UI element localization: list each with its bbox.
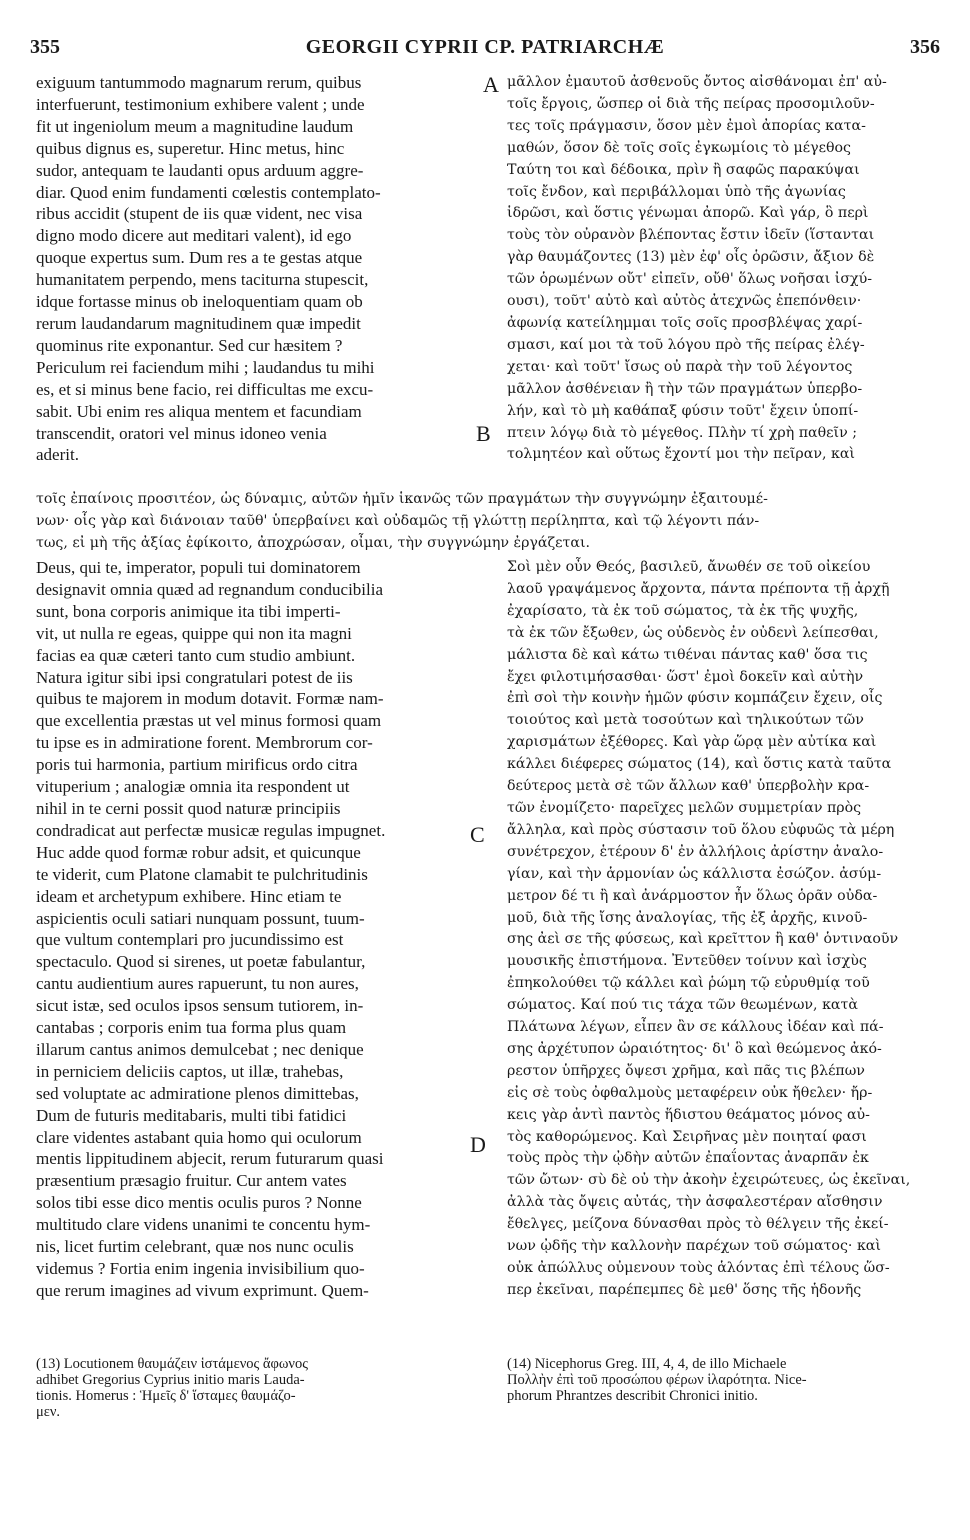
text-line: λαοῦ γραψάμενος ἄρχοντα, πάντα πρέποντα τῇ ἀρχῇ: [507, 580, 890, 597]
text-line: te viderit, cum Platone clamabit te pulchritudinis: [36, 864, 368, 884]
text-line: τὸς καθορώμενος. Καὶ Σειρῆνας μὲν ποιηταί φασι: [507, 1128, 867, 1145]
text-line: σώματος. Καί πού τις τάχα τῶν θεωμένων, κατὰ: [507, 997, 858, 1014]
text-line: τῶν ὤτων· σὺ δὲ οὐ τὴν ἀκοὴν ἐχειρώτευες, ὡς ἐκεῖναι,: [507, 1172, 911, 1189]
text-line: videmus ? Fortia enim ingenia invisibilium quo-: [36, 1259, 365, 1278]
greek-column-top: [507, 72, 943, 466]
footnote-left: [36, 1356, 476, 1420]
text-line: τῶν ἐνομίζετο· παρεῖχες μελῶν συμμετρίαν πρὸς: [507, 799, 862, 816]
text-line: clare videntes astabant quia homo qui oculorum: [36, 1127, 362, 1147]
text-line: in perniciem deliciis captos, ut illæ, trahebas,: [36, 1061, 344, 1081]
text-line: tionis. Homerus : Ἡμεῖς δ' ἵσταμες θαυμάζο-: [36, 1388, 296, 1404]
text-line: quibus te majorem in modum dotavit. Formæ nam-: [36, 689, 384, 709]
text-line: Deus, qui te, imperator, populi tui dominatorem: [36, 558, 361, 577]
text-line: σης ἀρχέτυπον ὡραιότητος· δι' ὃ καὶ θεώμενος ἀκό-: [507, 1040, 882, 1057]
text-line: γὰρ θαυμάζοντες (13) μὲν ἐφ' οἷς ὁρῶσιν, ἄξιον δὲ: [507, 249, 875, 266]
text-line: τοῖς ἔνδον, καὶ περιβάλλομαι ὑπὸ τῆς ἀγωνίας: [507, 183, 846, 200]
text-line: poris tui harmonia, partium mirificus ordo citra: [36, 755, 358, 775]
text-line: εἰς σὲ τοὺς ὀφθαλμοὺς μεταφέρειν οὐκ ἤθελεν· ἤρ-: [507, 1084, 873, 1101]
text-line: πτειν λόγῳ διὰ τὸ μέγεθος. Πλὴν τί χρὴ παθεῖν ;: [507, 424, 857, 441]
text-line: exiguum tantummodo magnarum rerum, quibus: [36, 73, 362, 92]
greek-wide-paragraph: [36, 488, 944, 554]
text-line: transcendit, oratori vel minus idoneo venia: [36, 423, 327, 443]
text-line: es, et si minus bene facio, rei difficultas me excu-: [36, 379, 374, 399]
text-line: sunt, bona corporis animique ita tibi imperti-: [36, 601, 341, 621]
text-line: ἱδρῶσι, καὶ ὅστις γένωμαι ἀπορῶ. Καὶ γάρ, ὃ περὶ: [507, 205, 869, 222]
text-line: κεις γὰρ ἀντὶ παντὸς ἥδιστου θεάματος μόνος αὐ-: [507, 1106, 870, 1123]
text-line: οὐκ ἀπώλλυς οὐμενουν τοὺς ἁλόντας ἐπὶ τέλους ὥσ-: [507, 1260, 890, 1276]
text-line: (13) Locutionem θαυμάζειν ἱστάμενος ἄφωνος: [36, 1356, 308, 1372]
text-line: τολμητέον καὶ οὕτως ἔχοντί μοι τὴν πεῖραν, καὶ: [507, 446, 855, 463]
text-line: que rerum imagines ad vivum exprimunt. Quem-: [36, 1280, 369, 1300]
text-line: que vultum contemplari pro jucundissimo est: [36, 930, 344, 950]
text-line: τες τοῖς πράγμασιν, ὅσον μὲν ἐμοὶ ἀπορίας κατα-: [507, 117, 866, 134]
text-line: λήν, καὶ τὸ μὴ καθάπαξ φύσιν τοῦτ' ἔχειν ὑποπί-: [507, 402, 859, 419]
text-line: ἄλληλα, καὶ πρὸς σύστασιν τοῦ ὅλου εὐφυῶς τὰ μέρη: [507, 821, 895, 838]
text-line: μαθών, ὅσον δὲ τοῖς σοῖς ἐγκωμίοις τὸ μέγεθος: [507, 139, 851, 156]
section-marker-b: B: [476, 421, 491, 446]
text-line: χαρισμάτων ἐξέθορες. Καὶ γὰρ ὥρᾳ μὲν αὐτίκα καὶ: [507, 734, 877, 751]
text-line: ἐχαρίσατο, τὰ ἐκ τοῦ σώματος, τὰ ἐκ τῆς ψυχῆς,: [507, 602, 859, 619]
text-line: ἔχει φιλοτιμήσασθαι· ὥστ' ἐμοὶ δοκεῖν καὶ αὐτὴν: [507, 668, 864, 685]
text-line: μᾶλλον ἐμαυτοῦ ἀσθενοῦς ὄντος αἰσθάνομαι ἐπ' αὐ-: [507, 74, 887, 90]
text-line: vituperium ; analogiæ omnia ita respondent ut: [36, 777, 350, 797]
text-line: τοιούτος καὶ μετὰ τοσούτων καὶ τηλικούτων τῶν: [507, 712, 864, 729]
text-line: σης ἀεὶ σε τῆς φύσεως, καὶ κρεῖττον ἢ καθ' ὁντιναοῦν: [507, 931, 899, 948]
text-line: τοῖς ἔργοις, ὥσπερ οἱ διὰ τῆς πείρας προσομιλοῦν-: [507, 95, 875, 112]
greek-column-bottom: [507, 557, 943, 1302]
latin-column-top: [36, 72, 476, 466]
text-line: ουσι), τοῦτ' αὐτὸ καὶ αὐτὸς ἀτεχνῶς ἐπεπόνθειν·: [507, 293, 862, 310]
text-line: vit, ut nulla re egeas, quippe qui non ita magni: [36, 623, 352, 643]
text-line: Huc adde quod formæ robur adsit, et quicunque: [36, 842, 361, 862]
text-line: τοὺς τὸν οὐρανὸν βλέποντας ἔστιν ἰδεῖν (ἵστανται: [507, 227, 875, 244]
text-line: νων ᾠδῆς τὴν καλλονὴν παρέχων τοῦ σώματος· καὶ: [507, 1238, 881, 1255]
text-line: multitudo clare videns unanimi te concentu hym-: [36, 1215, 371, 1235]
text-line: Periculum rei faciendum mihi ; laudandus tu mihi: [36, 357, 375, 377]
text-line: τὰ ἐκ τῶν ἔξωθεν, ὡς οὐδενὸς ἐν οὐδενὶ λείπεσθαι,: [507, 624, 879, 641]
text-line: (14) Nicephorus Greg. III, 4, 4, de illo Michaele: [507, 1356, 787, 1372]
section-marker-a: A: [483, 72, 499, 97]
text-line: cantabas ; corporis enim tua forma plus quam: [36, 1018, 347, 1038]
text-line: ἔθελγες, μείζονα δύνασθαι πρὸς τὸ θέλγειν τῆς ἐκεί-: [507, 1216, 889, 1233]
text-line: Σοὶ μὲν οὖν Θεός, βασιλεῦ, ἄνωθέν σε τοῦ οἰκείου: [507, 559, 871, 575]
text-line: περ ἐκεῖναι, παρέπεμπες δὲ μεθ' ὅσης τῆς ἡδονῆς: [507, 1281, 862, 1298]
text-line: sicut istæ, sed oculos ipsos sensum tutiorem, in-: [36, 996, 364, 1016]
text-line: νων· οἷς γὰρ καὶ διάνοιαν ταῦθ' ὑπερβαίνει καὶ οὐδαμῶς τῇ γλώττῃ περίληπτα, καὶ τῷ λέγοντι πάν-: [36, 513, 760, 529]
text-line: Πολλὴν ἐπὶ τοῦ προσώπου φέρων ἱλαρότητα. Nice-: [507, 1372, 807, 1388]
text-line: ἐπηκολούθει τῷ κάλλει καὶ ῥώμη τῷ εὐρυθμίᾳ τοῦ: [507, 975, 870, 992]
text-line: ἐπὶ σοὶ τὴν κοινὴν ἡμῶν φύσιν κομπάζειν ἔχειν, οἷς: [507, 690, 883, 707]
text-line: Πλάτωνα λέγων, εἶπεν ἂν σε κάλλους ἰδέαν καὶ πά-: [507, 1019, 884, 1036]
text-line: ἀφωνίᾳ κατείλημμαι τοῖς σοῖς προσβλέψας χαρί-: [507, 314, 863, 331]
text-line: digno modo dicere aut meditari valent), id ego: [36, 226, 352, 246]
text-line: aderit.: [36, 445, 79, 465]
text-line: idque fortasse minus ob ineloquentiam quam ob: [36, 292, 363, 312]
text-line: τῶν ὁρωμένων οὔτ' εἰπεῖν, οὔθ' ὅλως νοῆσαι ἰσχύ-: [507, 271, 873, 288]
text-line: diar. Quod enim fundamenti cœlestis contemplato-: [36, 182, 381, 202]
text-line: spectaculo. Quod si sirenes, ut poetæ fabulantur,: [36, 952, 366, 972]
text-line: rerum laudandarum magnitudinem quæ impedit: [36, 313, 361, 333]
text-line: præsentium præsagio fruitur. Cur antem vates: [36, 1171, 347, 1191]
text-line: sudor, antequam te laudanti opus arduum aggre-: [36, 160, 364, 180]
text-line: illarum cantus animos demulcebat ; nec denique: [36, 1039, 364, 1059]
text-line: humanitatem perpendo, mens taciturna stupescit,: [36, 270, 369, 290]
text-line: σμασι, καί μοι τὰ τοῦ λόγου πρὸ τῆς πείρας ἐλέγ-: [507, 336, 865, 353]
text-line: μοῦ, διὰ τῆς ἴσης ἀναλογίας, τῆς ἐξ ἀρχῆς, κινοῦ-: [507, 909, 868, 926]
text-line: mentis lippitudinem abjecit, rerum futurarum quasi: [36, 1149, 384, 1169]
text-line: μάλιστα δὲ καὶ κάτω τιθέναι πάντας καθ' ὅσα τις: [507, 646, 868, 663]
text-line: que excellentia præstas ut vel minus formosi quam: [36, 711, 382, 731]
text-line: δεύτερος μετὰ σὲ τῶν ἄλλων καθ' ὑπερβολὴν κρα-: [507, 778, 870, 795]
text-line: phorum Phrantzes describit Chronici initio.: [507, 1388, 758, 1404]
text-line: interfuerunt, testimonium exhibere valent ; unde: [36, 94, 365, 114]
text-line: cantu audientium aures rapuerunt, tu non aures,: [36, 974, 359, 994]
text-line: τοὺς πρὸς τὴν ᾠδὴν αὐτῶν ἐπαΐοντας ἀναρπᾶν ἐκ: [507, 1150, 869, 1167]
text-line: nihil in te cerni possit quod naturæ principiis: [36, 798, 341, 818]
text-line: sed voluptate ac admiratione plenos dimittebas,: [36, 1083, 359, 1103]
text-line: ribus accidit (stupent de iis quæ vident, nec visa: [36, 204, 363, 224]
text-line: nis, licet furtim celebrant, quæ nos nunc oculis: [36, 1237, 354, 1257]
text-line: μετρον δέ τι ἢ καὶ ἀνάρμοστον ἦν ὅλως ὁρᾶν οὐδα-: [507, 887, 878, 904]
text-line: κάλλει διέφερες σώματος (14), καὶ ὅστις κατὰ ταῦτα: [507, 756, 892, 773]
text-line: condradicat aut perfectæ musicæ regulas impugnet.: [36, 820, 386, 840]
text-line: quoque expertus sum. Dum res a te gestas atque: [36, 248, 363, 268]
text-line: solos tibi esse dico mentis oculis puros ? Nonne: [36, 1193, 362, 1213]
text-line: ρεστον ὑπῆρχες ὄψεσι χρῆμα, καὶ πᾶς τις βλέπων: [507, 1062, 865, 1079]
text-line: Dum de futuris meditabaris, multi tibi fatidici: [36, 1105, 347, 1125]
latin-column-bottom: [36, 557, 476, 1302]
text-line: facias ea quæ cæteri tanto cum studio ambiunt.: [36, 645, 356, 665]
page-number-right: 356: [910, 36, 940, 58]
text-line: τως, εἰ μὴ τῆς ἀξίας ἐφίκοιτο, ἀποχρώσαν, οἶμαι, τὴν συγγνώμην ἐργάζεται.: [36, 535, 591, 551]
text-line: sabit. Ubi enim res aliqua mentem et facundiam: [36, 401, 362, 421]
text-line: μᾶλλον ἀσθένειαν ἢ τὴν τῶν πραγμάτων ὑπερβο-: [507, 380, 863, 397]
text-line: ideam et archetypum exhibere. Hinc etiam te: [36, 886, 342, 906]
text-line: Ταύτη τοι καὶ δέδοικα, πρὶν ἢ σαφῶς παρακύψαι: [507, 161, 860, 178]
text-line: quibus dignus es, superetur. Hinc metus, hinc: [36, 138, 345, 158]
text-line: συνέτρεχον, ἑτέρουν δ' ἐν ἀλλήλοις ἀρίστην ἀναλο-: [507, 843, 884, 860]
text-line: quominus rite exponantur. Sed cur hæsitem ?: [36, 335, 343, 355]
text-line: χεται· καὶ τοῦτ' ἴσως οὐ παρὰ τὴν τοῦ λέγοντος: [507, 358, 853, 375]
footnote-right: [507, 1356, 943, 1404]
text-line: τοῖς ἐπαίνοις προσιτέον, ὡς δύναμις, αὐτῶν ἡμῖν ἱκανῶς τῶν πραγμάτων τὴν συγγνώμην ἐξαιτουμέ-: [36, 491, 768, 507]
text-line: designavit omnia quæd ad regnandum conducibilia: [36, 579, 384, 599]
running-title: GEORGII CYPRII CP. PATRIARCHÆ: [305, 36, 665, 58]
section-marker-c: C: [470, 822, 485, 847]
text-line: μουσικῆς ἐπιστήμονα. Ἐντεῦθεν τοίνυν καὶ ἰσχὺς: [507, 953, 867, 970]
text-line: ἀλλὰ τὰς ὄψεις αὐτάς, τὴν ἀσφαλεστέραν αἴσθησιν: [507, 1194, 883, 1211]
text-line: aspicientis oculi satiari nunquam possunt, tuum-: [36, 908, 365, 928]
text-line: tu ipse es in admiratione forent. Membrorum cor-: [36, 733, 373, 753]
text-line: μεν.: [36, 1404, 61, 1420]
page-header: [30, 30, 940, 64]
text-line: Natura igitur sibi ipsi congratulari potest de iis: [36, 667, 353, 687]
text-line: fit ut ingeniolum meum a magnitudine laudum: [36, 116, 354, 136]
text-line: adhibet Gregorius Cyprius initio maris Lauda-: [36, 1372, 305, 1388]
section-marker-d: D: [470, 1132, 486, 1157]
text-line: γίαν, καὶ τὴν ἁρμονίαν ὡς κάλλιστα ἐσώζον. ἀσύμ-: [507, 865, 882, 882]
page-number-left: 355: [30, 36, 60, 58]
